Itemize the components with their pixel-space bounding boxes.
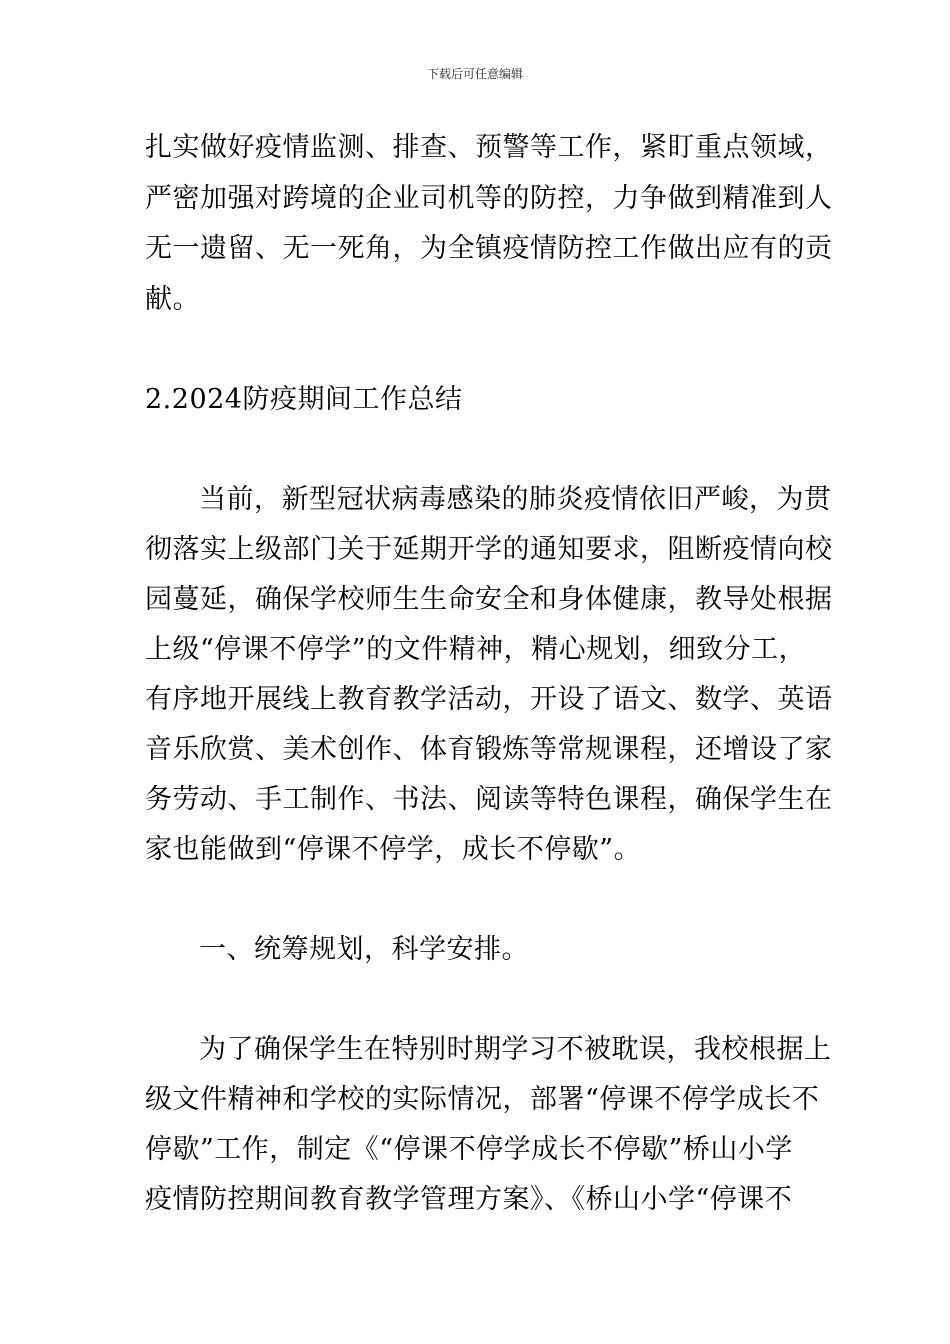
paragraph-line: 园蔓延，确保学校师生生命安全和身体健康，教导处根据 xyxy=(145,584,833,615)
paragraph-line: 为了确保学生在特别时期学习不被耽误，我校根据上 xyxy=(199,1034,832,1065)
paragraph-line: 献。 xyxy=(145,284,200,315)
paragraph-line: 级文件精神和学校的实际情况，部署“停课不停学成长不 xyxy=(145,1084,820,1115)
paragraph-line: 停歇”工作，制定《“停课不停学成长不停歇”桥山小学 xyxy=(145,1134,793,1165)
subsection-title: 一、统筹规划，科学安排。 xyxy=(199,934,529,965)
paragraph-line: 家也能做到“停课不停学，成长不停歇”。 xyxy=(145,834,642,865)
page-header-note: 下载后可任意编辑 xyxy=(426,67,523,81)
paragraph-line: 音乐欣赏、美术创作、体育锻炼等常规课程，还增设了家 xyxy=(145,734,833,765)
paragraph-line: 有序地开展线上教育教学活动，开设了语文、数学、英语 xyxy=(145,684,833,715)
paragraph-line: 当前，新型冠状病毒感染的肺炎疫情依旧严峻，为贯 xyxy=(199,484,832,515)
paragraph-line: 上级“停课不停学”的文件精神，精心规划，细致分工， xyxy=(145,634,807,665)
paragraph-line: 务劳动、手工制作、书法、阅读等特色课程，确保学生在 xyxy=(145,784,833,815)
paragraph-line: 彻落实上级部门关于延期开学的通知要求，阻断疫情向校 xyxy=(145,534,833,565)
section-heading: 2.2024防疫期间工作总结 xyxy=(145,384,463,415)
paragraph-line: 疫情防控期间教育教学管理方案》、《桥山小学“停课不 xyxy=(145,1184,793,1215)
paragraph-line: 扎实做好疫情监测、排查、预警等工作，紧盯重点领域， xyxy=(145,132,833,163)
paragraph-line: 严密加强对跨境的企业司机等的防控，力争做到精准到人 xyxy=(145,183,833,214)
paragraph-line: 无一遗留、无一死角，为全镇疫情防控工作做出应有的贡 xyxy=(145,233,833,264)
